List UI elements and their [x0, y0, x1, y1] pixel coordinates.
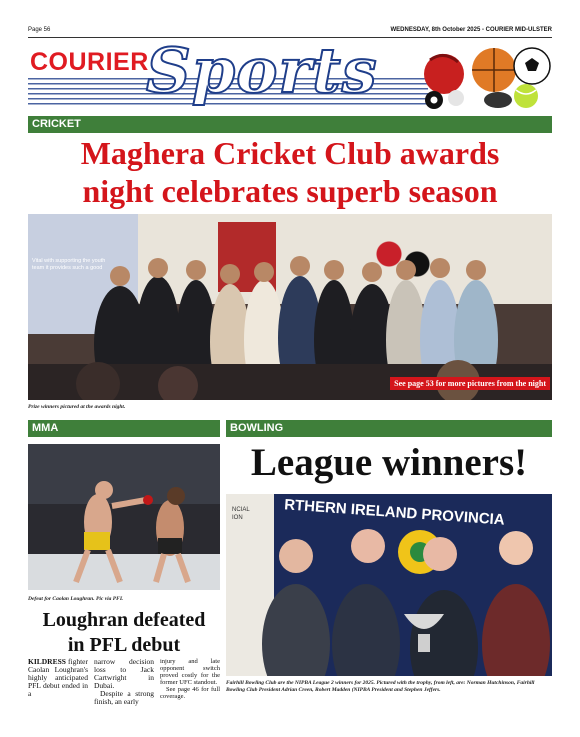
- mma-headline-line1: Loughran defeated: [42, 609, 206, 631]
- masthead: [28, 34, 552, 112]
- bowling-headline: League winners!: [250, 441, 528, 484]
- mma-article-columns: [28, 658, 220, 708]
- fighters-illustration: [28, 444, 220, 590]
- dateline: WEDNESDAY, 8th October 2025 - COURIER MID-ULSTER: [390, 27, 552, 33]
- projector-text-line2: team it provides such a good: [32, 265, 103, 271]
- mma-column-3-text: injury and late opponent switch proved costly for the former UFC standout.: [160, 658, 220, 686]
- bowling-photo-caption: Fairhill Bowling Club are the NIPBA League 2 winners for 2025. Pictured with the trophy, from left, are: Norman Hutchinson, Fairhill Bowling Club President Adrian Creen, Robert Madden (NIPBA President and Stephen Jeffers.: [226, 680, 535, 693]
- mma-column-2-text: narrow decision loss to Jack Cartwright in Dubai.: [94, 657, 154, 690]
- mma-column-2: [94, 658, 154, 706]
- side-banner-text-line1: NCIAL: [232, 507, 250, 513]
- more-pictures-overlay: See page 53 for more pictures from the night: [390, 377, 550, 390]
- mma-column-1: [28, 658, 88, 698]
- mma-headline: [28, 608, 220, 658]
- nipba-banner-text: RTHERN IRELAND PROVINCIA: [283, 496, 506, 529]
- section-bar-bowling: BOWLING: [226, 420, 552, 437]
- cricket-photo-caption: Prize winners pictured at the awards night.: [28, 404, 126, 410]
- masthead-sports-logo: Sports: [146, 34, 378, 107]
- cricket-awards-photo: [28, 214, 552, 400]
- mma-column-3: [160, 658, 220, 700]
- mma-fight-photo: [28, 444, 220, 590]
- masthead-courier-logo: COURIER: [30, 48, 149, 76]
- mma-column-1-lead: KILDRESS: [28, 657, 66, 666]
- projector-text-line1: Vital with supporting the youth: [32, 258, 106, 264]
- section-bar-mma: MMA: [28, 420, 220, 437]
- section-bar-cricket: CRICKET: [28, 116, 552, 133]
- cricket-headline-line1: Maghera Cricket Club awards: [80, 135, 500, 171]
- side-banner-text-line2: ION: [232, 515, 243, 521]
- mma-column-2-text-b: Despite a strong finish, an early: [94, 689, 154, 706]
- mma-photo-caption: Defeat for Caolan Loughran. Pic via PFL: [28, 596, 124, 602]
- bowling-trophy-photo: [226, 494, 552, 676]
- mma-column-1-text: fighter Caolan Loughran's highly anticipated PFL debut ended in a: [28, 657, 88, 698]
- group-people: [28, 214, 552, 400]
- cricket-headline: [28, 134, 552, 210]
- sports-balls-illustration: [408, 40, 552, 112]
- mma-headline-line2: in PFL debut: [67, 634, 181, 656]
- bowlers-illustration: [226, 494, 552, 676]
- mma-column-3-text-b: See page 46 for full coverage.: [160, 686, 220, 700]
- page-number: Page 56: [28, 27, 51, 33]
- cricket-headline-line2: night celebrates superb season: [82, 173, 498, 209]
